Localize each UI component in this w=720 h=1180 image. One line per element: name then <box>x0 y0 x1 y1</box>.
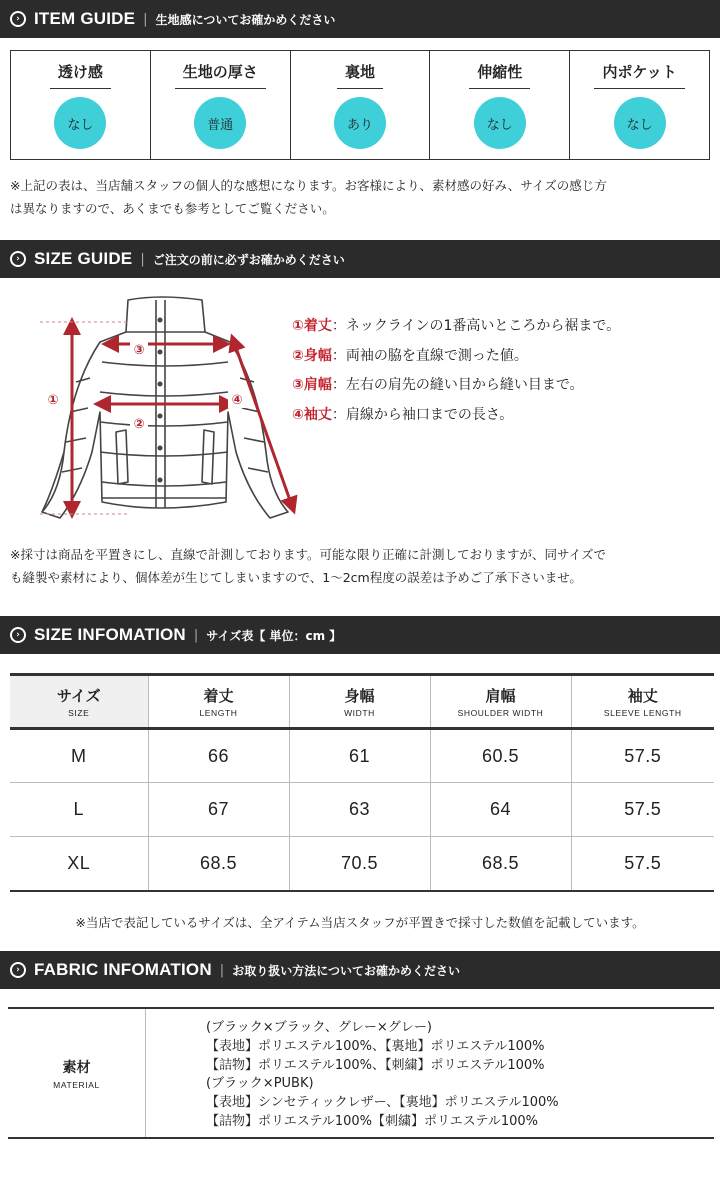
guide-label: 伸縮性 <box>469 61 530 89</box>
guide-value-badge: なし <box>54 97 106 149</box>
cell-length: 67 <box>148 783 289 837</box>
chevron-right-icon: › <box>10 11 26 27</box>
cell-size: XL <box>10 837 148 891</box>
guide-label: 内ポケット <box>594 61 684 89</box>
size-guide-note: ※採寸は商品を平置きにし、直線で計測しております。可能な限り正確に計測しておりますが、同サイズで も縫製や素材により、個体差が生じてしまいますので、1〜2cm程度の誤差は予めご了承下さいませ。 <box>10 547 606 585</box>
divider: | <box>140 251 145 267</box>
size-table <box>10 673 714 892</box>
item-guide-note: ※上記の表は、当店舗スタッフの個人的な感想になります。お客様により、素材感の好み、サイズの感じ方 は異なりますので、あくまでも参考としてご覧ください。 <box>10 178 607 216</box>
guide-label: 透け感 <box>50 61 111 89</box>
cell-sleeve: 57.5 <box>624 745 662 766</box>
cell-size: M <box>10 729 148 783</box>
cell-shoulder: 60.5 <box>430 729 571 783</box>
cell-shoulder: 64 <box>430 783 571 837</box>
item-guide-header <box>0 0 720 38</box>
material-line: 【表地】ポリエステル100%、【裏地】ポリエステル100% <box>206 1038 545 1054</box>
header-sleeve: 袖丈 SLEEVE LENGTH <box>603 687 682 718</box>
material-line: 【詰物】ポリエステル100%【刺繍】ポリエステル100% <box>206 1113 538 1129</box>
cell-width: 63 <box>289 783 430 837</box>
guide-cell <box>151 51 291 159</box>
fabric-feel-grid <box>10 50 710 160</box>
guide-label: 生地の厚さ <box>175 61 266 89</box>
material-line: 【詰物】ポリエステル100%、【刺繍】ポリエステル100% <box>206 1057 545 1073</box>
section-subtitle: 生地感についてお確かめください <box>155 12 336 27</box>
marker-width: ② <box>133 417 145 432</box>
divider: | <box>143 11 148 27</box>
section-subtitle: お取り扱い方法についてお確かめください <box>232 963 460 978</box>
chevron-right-icon: › <box>10 251 26 267</box>
chevron-right-icon: › <box>10 627 26 643</box>
legend-item: ②身幅：両袖の脇を直線で測った値。 <box>292 347 528 364</box>
table-row <box>10 783 714 837</box>
cell-size: L <box>10 783 148 837</box>
material-label: 素材 MATERIAL <box>8 1009 146 1137</box>
cell-length: 66 <box>148 729 289 783</box>
section-title: ITEM GUIDE <box>34 9 136 28</box>
section-subtitle: サイズ表【 単位：cm 】 <box>206 628 342 643</box>
guide-cell <box>291 51 431 159</box>
material-line: (ブラック×PUBK) <box>206 1076 314 1092</box>
guide-cell <box>430 51 570 159</box>
divider: | <box>219 962 225 978</box>
guide-label: 裏地 <box>337 61 383 89</box>
measurement-legend <box>292 312 620 430</box>
table-header-row <box>10 675 714 729</box>
header-shoulder: 肩幅 SHOULDER WIDTH <box>430 675 571 729</box>
table-row <box>10 729 714 783</box>
header-width: 身幅 WIDTH <box>289 675 430 729</box>
cell-length: 68.5 <box>148 837 289 891</box>
cell-width: 61 <box>289 729 430 783</box>
guide-value-badge: なし <box>474 97 526 149</box>
section-title: FABRIC INFOMATION <box>34 960 212 979</box>
header-length: 着丈 LENGTH <box>148 675 289 729</box>
guide-value-badge: 普通 <box>194 97 246 149</box>
guide-value-badge: なし <box>614 97 666 149</box>
guide-value-badge: あり <box>334 97 386 149</box>
cell-sleeve: 57.5 <box>624 799 662 819</box>
marker-length: ① <box>47 393 59 408</box>
material-line: 【表地】シンセティックレザー、【裏地】ポリエステル100% <box>206 1095 559 1111</box>
material-line: (ブラック×ブラック、グレー×グレー) <box>206 1020 432 1035</box>
material-details <box>146 1009 559 1137</box>
marker-shoulder: ③ <box>133 343 145 358</box>
table-row <box>10 837 714 891</box>
legend-item: ①着丈：ネックラインの1番高いところから裾まで。 <box>292 318 621 334</box>
size-info-header <box>0 616 720 654</box>
header-size: サイズ SIZE <box>10 675 148 729</box>
cell-sleeve: 57.5 <box>624 852 662 873</box>
size-info-note: ※当店で表記しているサイズは、全アイテム当店スタッフが平置きで採寸した数値を記載しています。 <box>75 915 645 930</box>
section-title: SIZE GUIDE <box>34 249 133 268</box>
marker-sleeve: ④ <box>231 393 243 408</box>
jacket-diagram <box>30 292 300 524</box>
legend-item: ④袖丈：肩線から袖口までの長さ。 <box>292 406 514 423</box>
legend-item: ③肩幅：左右の肩先の縫い目から縫い目まで。 <box>292 377 584 393</box>
section-subtitle: ご注文の前に必ずお確かめください <box>152 252 345 267</box>
material-table <box>8 1007 714 1139</box>
guide-cell <box>570 51 709 159</box>
fabric-info-header <box>0 951 720 989</box>
chevron-right-icon: › <box>10 962 26 978</box>
section-title: SIZE INFOMATION <box>34 625 186 644</box>
cell-width: 70.5 <box>289 837 430 891</box>
cell-shoulder: 68.5 <box>430 837 571 891</box>
size-guide-header <box>0 240 720 278</box>
divider: | <box>193 627 199 643</box>
guide-cell <box>11 51 151 159</box>
